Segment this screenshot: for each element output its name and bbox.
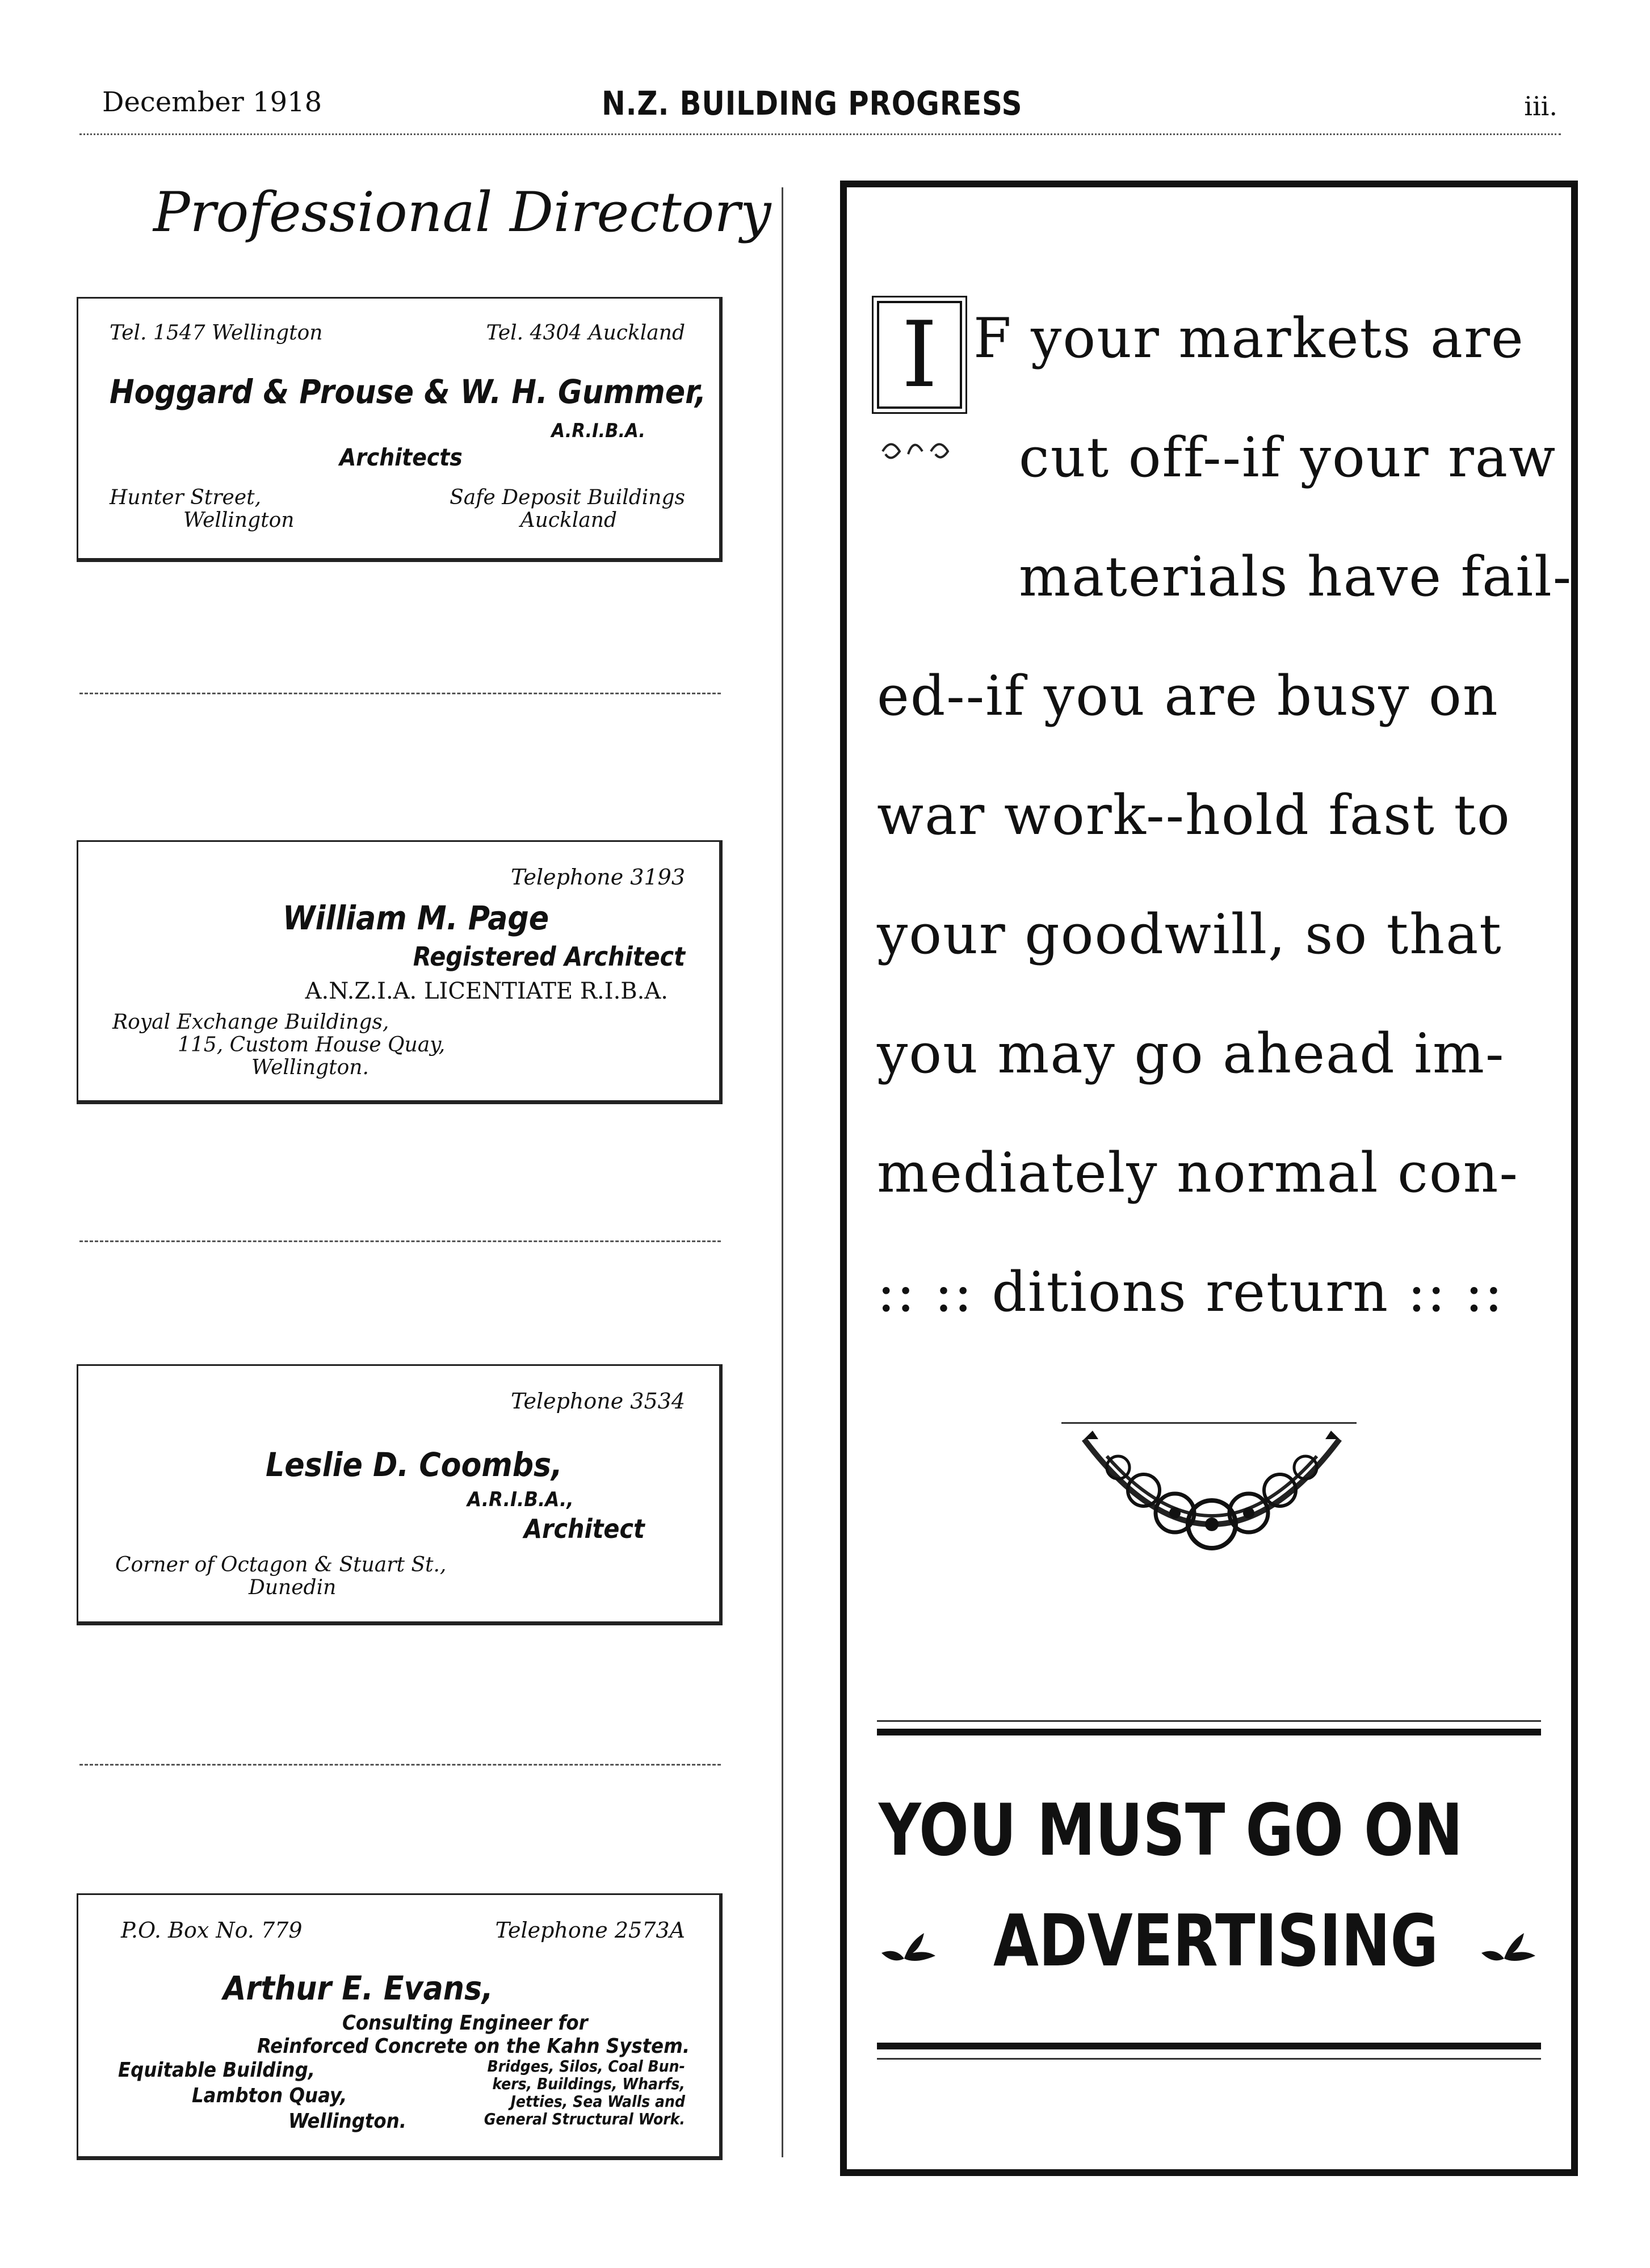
slogan-rule-bottom-thick	[877, 2043, 1541, 2049]
advert-line-6: your goodwill, so that	[877, 903, 1502, 966]
card-telephone-auckland: Tel. 4304 Auckland	[486, 321, 685, 345]
slogan-rule-bottom-thin	[877, 2058, 1541, 2060]
advert-line-8: mediately normal con-	[877, 1141, 1519, 1205]
publication-title: N.Z. BUILDING PROGRESS	[602, 84, 1023, 123]
advert-line-1: F your markets are	[973, 307, 1525, 370]
card-architect-name: Leslie D. Coombs,	[266, 1445, 562, 1484]
card-address-3: Wellington.	[251, 1056, 369, 1079]
card-work-1: Bridges, Silos, Coal Bun-	[487, 2057, 685, 2076]
card-address-1: Equitable Building,	[118, 2059, 316, 2082]
slogan-rule-top-thin	[877, 1720, 1541, 1722]
ornament-rule	[1061, 1422, 1357, 1424]
leaf-ornament-right-icon	[1479, 1922, 1541, 1967]
card-engineer-name: Arthur E. Evans,	[223, 1969, 493, 2007]
card-telephone: Telephone 3193	[511, 865, 685, 890]
card-address-1: Corner of Octagon & Stuart St.,	[115, 1553, 447, 1577]
advert-line-9: :: :: ditions return :: ::	[877, 1260, 1504, 1324]
card-role: Architect	[524, 1514, 645, 1544]
advert-line-2: cut off--if your raw	[1019, 426, 1557, 489]
issue-date: December 1918	[102, 86, 322, 118]
page-number: iii.	[1524, 91, 1557, 121]
advert-line-4: ed--if you are busy on	[877, 664, 1499, 728]
separator-rule	[79, 1764, 721, 1766]
card-telephone-wellington: Tel. 1547 Wellington	[110, 321, 323, 345]
card-po-box: P.O. Box No. 779	[121, 1918, 303, 1943]
directory-card-evans	[77, 1893, 723, 2160]
card-architect-name: William M. Page	[283, 899, 549, 937]
advert-line-3: materials have fail-	[1019, 545, 1573, 609]
card-address-left-2: Wellington	[183, 509, 295, 532]
card-telephone: Telephone 2573A	[495, 1918, 685, 1943]
advert-line-7: you may go ahead im-	[877, 1022, 1505, 1085]
card-address-2: Dunedin	[249, 1576, 337, 1599]
card-work-2: kers, Buildings, Wharfs,	[492, 2074, 685, 2093]
card-role: Registered Architect	[413, 941, 685, 972]
card-firm-name: Hoggard & Prouse & W. H. Gummer,	[110, 372, 707, 411]
directory-card-coombs	[77, 1364, 723, 1625]
ornament-icon	[877, 429, 973, 468]
directory-card-hoggard	[77, 297, 723, 562]
card-work-3: Jetties, Sea Walls and	[510, 2092, 685, 2111]
card-address-right-1: Safe Deposit Buildings	[450, 486, 685, 509]
slogan-rule-top-thick	[877, 1729, 1541, 1735]
card-qualification: A.N.Z.I.A. LICENTIATE R.I.B.A.	[305, 978, 668, 1004]
card-qualification: A.R.I.B.A.	[551, 420, 645, 442]
separator-rule	[79, 1240, 721, 1242]
card-role: Architects	[339, 443, 463, 471]
column-divider	[782, 187, 783, 2157]
slogan-line-1: YOU MUST GO ON	[879, 1788, 1463, 1872]
directory-title: Professional Directory	[153, 181, 771, 244]
card-address-2: Lambton Quay,	[192, 2084, 347, 2107]
card-work-4: General Structural Work.	[484, 2110, 685, 2128]
advert-line-5: war work--hold fast to	[877, 783, 1511, 847]
card-role-2: Reinforced Concrete on the Kahn System.	[257, 2035, 690, 2058]
leaf-ornament-left-icon	[879, 1922, 941, 1967]
card-address-3: Wellington.	[288, 2110, 407, 2133]
card-address-2: 115, Custom House Quay,	[178, 1033, 446, 1057]
header-rule	[79, 133, 1561, 135]
card-qualification: A.R.I.B.A.,	[467, 1488, 574, 1511]
separator-rule	[79, 693, 721, 694]
directory-card-page	[77, 840, 723, 1104]
flower-garland-icon	[1078, 1428, 1345, 1570]
drop-cap: I	[877, 301, 962, 409]
card-telephone: Telephone 3534	[511, 1389, 685, 1414]
card-address-right-2: Auckland	[520, 509, 617, 532]
slogan-line-2: ADVERTISING	[993, 1899, 1439, 1982]
card-address-left-1: Hunter Street,	[110, 486, 262, 509]
card-role-1: Consulting Engineer for	[342, 2011, 588, 2035]
card-address-1: Royal Exchange Buildings,	[112, 1011, 389, 1034]
